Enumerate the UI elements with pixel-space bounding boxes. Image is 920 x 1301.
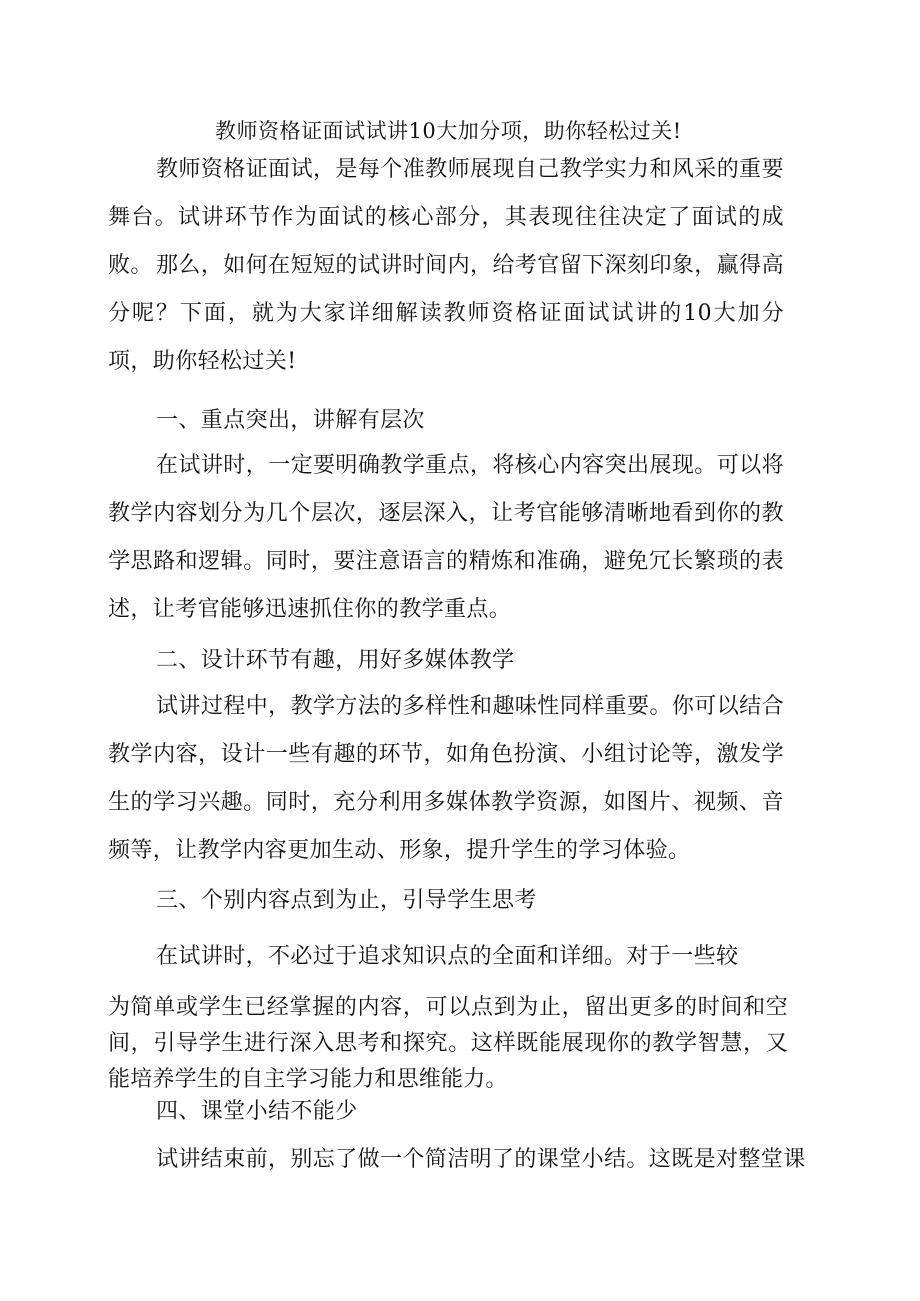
section-heading-4: 四、课堂小结不能少 (156, 1099, 358, 1124)
intro-paragraph-2: 那么，如何在短短的试讲时间内，给考官留下深刻印象，赢得高分呢？下面，就为大家详细解读教师资格证面试试讲的10大加分项，助你轻松过关! (108, 253, 784, 374)
section-body-2: 试讲过程中，教学方法的多样性和趣味性同样重要。你可以结合教学内容，设计一些有趣的环节，如角色扮演、小组讨论等，激发学生的学习兴趣。同时，充分利用多媒体教学资源，如图片、视频、音频等，让教学内容更加生动、形象，提升学生的学习体验。 (108, 694, 784, 863)
document-title: 教师资格证面试试讲10大加分项，助你轻松过关! (215, 119, 682, 143)
intro-paragraph-1: 教师资格证面试，是每个准教师展现自己教学实力和风采的重要舞台。试讲环节作为面试的核心部分，其表现往往决定了面试的成败。 (108, 157, 784, 278)
section-heading-1: 一、重点突出，讲解有层次 (156, 408, 425, 433)
section-heading-2: 二、设计环节有趣，用好多媒体教学 (156, 648, 515, 673)
section-body-4: 试讲结束前，别忘了做一个简洁明了的课堂小结。这既是对整堂课 (156, 1147, 806, 1172)
section-body-1: 在试讲时，一定要明确教学重点，将核心内容突出展现。可以将教学内容划分为几个层次，逐层深入，让考官能够清晰地看到你的教学思路和逻辑。同时，要注意语言的精炼和准确，避免冗长繁琐的表述，让考官能够迅速抓住你的教学重点。 (108, 453, 784, 622)
section-body-3-first-line: 在试讲时，不必过于追求知识点的全面和详细。对于一些较 (156, 944, 739, 969)
section-heading-3: 三、个别内容点到为止，引导学生思考 (156, 888, 537, 913)
section-body-3-rest: 为简单或学生已经掌握的内容，可以点到为止，留出更多的时间和空间，引导学生进行深入思考和探究。这样既能展现你的教学智慧，又能培养学生的自主学习能力和思维能力。 (108, 995, 788, 1092)
